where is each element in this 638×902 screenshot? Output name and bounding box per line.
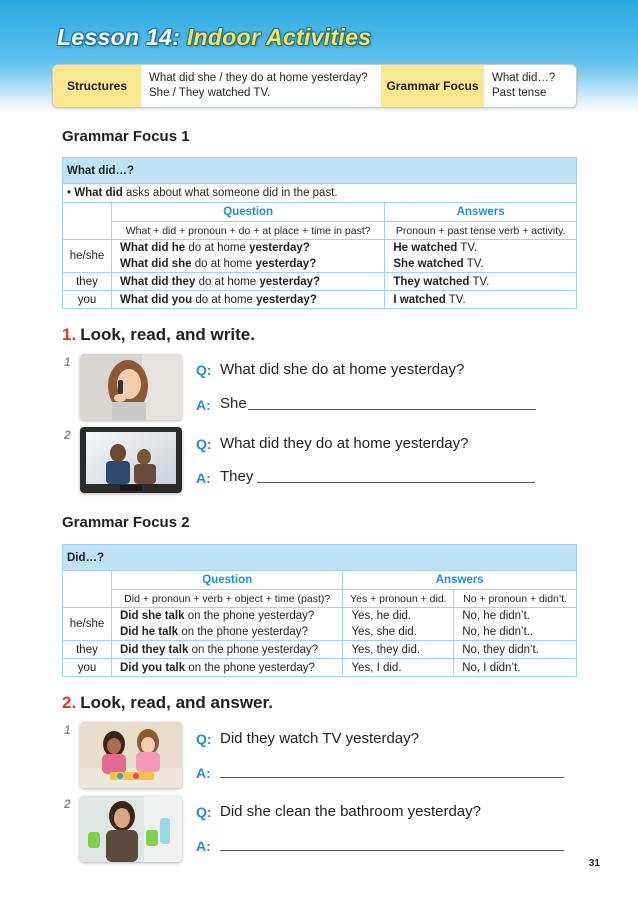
grammar-focus-2-heading: Grammar Focus 2 [62,514,190,531]
no-formula: No + pronoun + didn’t. [454,590,577,608]
exercise-1-question-1: What did she do at home yesterday? [220,361,465,378]
answer-line[interactable] [220,777,564,778]
exercise-2-question-2: Did she clean the bathroom yesterday? [220,803,481,820]
item-number: 1 [64,723,71,737]
lesson-number: Lesson 14: [57,24,181,50]
table-title: What did…? [63,158,577,184]
children-tv-icon [80,427,182,493]
table-row: he/she Did she talk on the phone yesterday? Did he talk on the phone yesterday? Yes, he did. Yes, she did. No, he didn’t. No, he didn’t.. [63,608,577,641]
table-title: Did…? [63,545,577,571]
table-row: he/she What did he do at home yesterday? What did she do at home yesterday? He watched TV. She watched TV. [63,240,577,273]
exercise-2-question-1: Did they watch TV yesterday? [220,730,419,747]
table-note: • What did asks about what someone did in the past. [63,184,577,203]
column-header-answers: Answers [385,203,577,222]
exercise-2-heading: 2. Look, read, and answer. [62,693,273,712]
item-number: 2 [64,428,71,442]
column-header-answers: Answers [343,571,577,590]
lesson-header [0,0,638,112]
exercise-1-question-2: What did they do at home yesterday? [220,435,469,452]
page-number: 31 [588,858,600,869]
exercise-1-heading: 1. Look, read, and write. [62,325,255,344]
lesson-topic: Indoor Activities [186,24,372,50]
yes-formula: Yes + pronoun + did. [343,590,454,608]
column-header-question: Question [111,571,342,590]
structures-text: What did she / they do at home yesterday? She / They watched TV. [149,72,368,99]
answer-line[interactable] [248,409,536,410]
question-formula: What + did + pronoun + do + at place + time in past? [111,222,384,240]
table-row: they What did they do at home yesterday? They watched TV. [63,273,577,291]
photo-girl-on-phone [80,354,182,420]
grammar-focus-1-heading: Grammar Focus 1 [62,128,190,145]
item-number: 2 [64,797,71,811]
answer-line[interactable] [257,482,535,483]
girls-playing-icon [80,722,182,788]
photo-girls-playing [80,722,182,788]
item-number: 1 [64,355,71,369]
grammar-focus-1-table [62,157,577,309]
table-row: they Did they talk on the phone yesterday? Yes, they did. No, they didn’t. [63,641,577,659]
column-header-question: Question [111,203,384,222]
woman-cleaning-icon [80,796,182,862]
girl-phone-icon [80,354,182,420]
photo-children-watching-tv [80,427,182,493]
lesson-title [57,24,371,51]
grammar-focus-2-table [62,544,577,677]
structures-label: Structures [53,65,141,107]
grammar-focus-text: What did…? Past tense [492,72,556,99]
question-formula: Did + pronoun + verb + object + time (past)? [111,590,342,608]
answer-formula: Pronoun + past tense verb + activity. [385,222,577,240]
answer-line[interactable] [220,850,564,851]
table-row: you What did you do at home yesterday? I watched TV. [63,291,577,309]
grammar-focus-label: Grammar Focus [381,65,484,107]
structures-bar [52,64,577,108]
table-row: you Did you talk on the phone yesterday? Yes, I did. No, I didn’t. [63,659,577,677]
photo-woman-cleaning [80,796,182,862]
